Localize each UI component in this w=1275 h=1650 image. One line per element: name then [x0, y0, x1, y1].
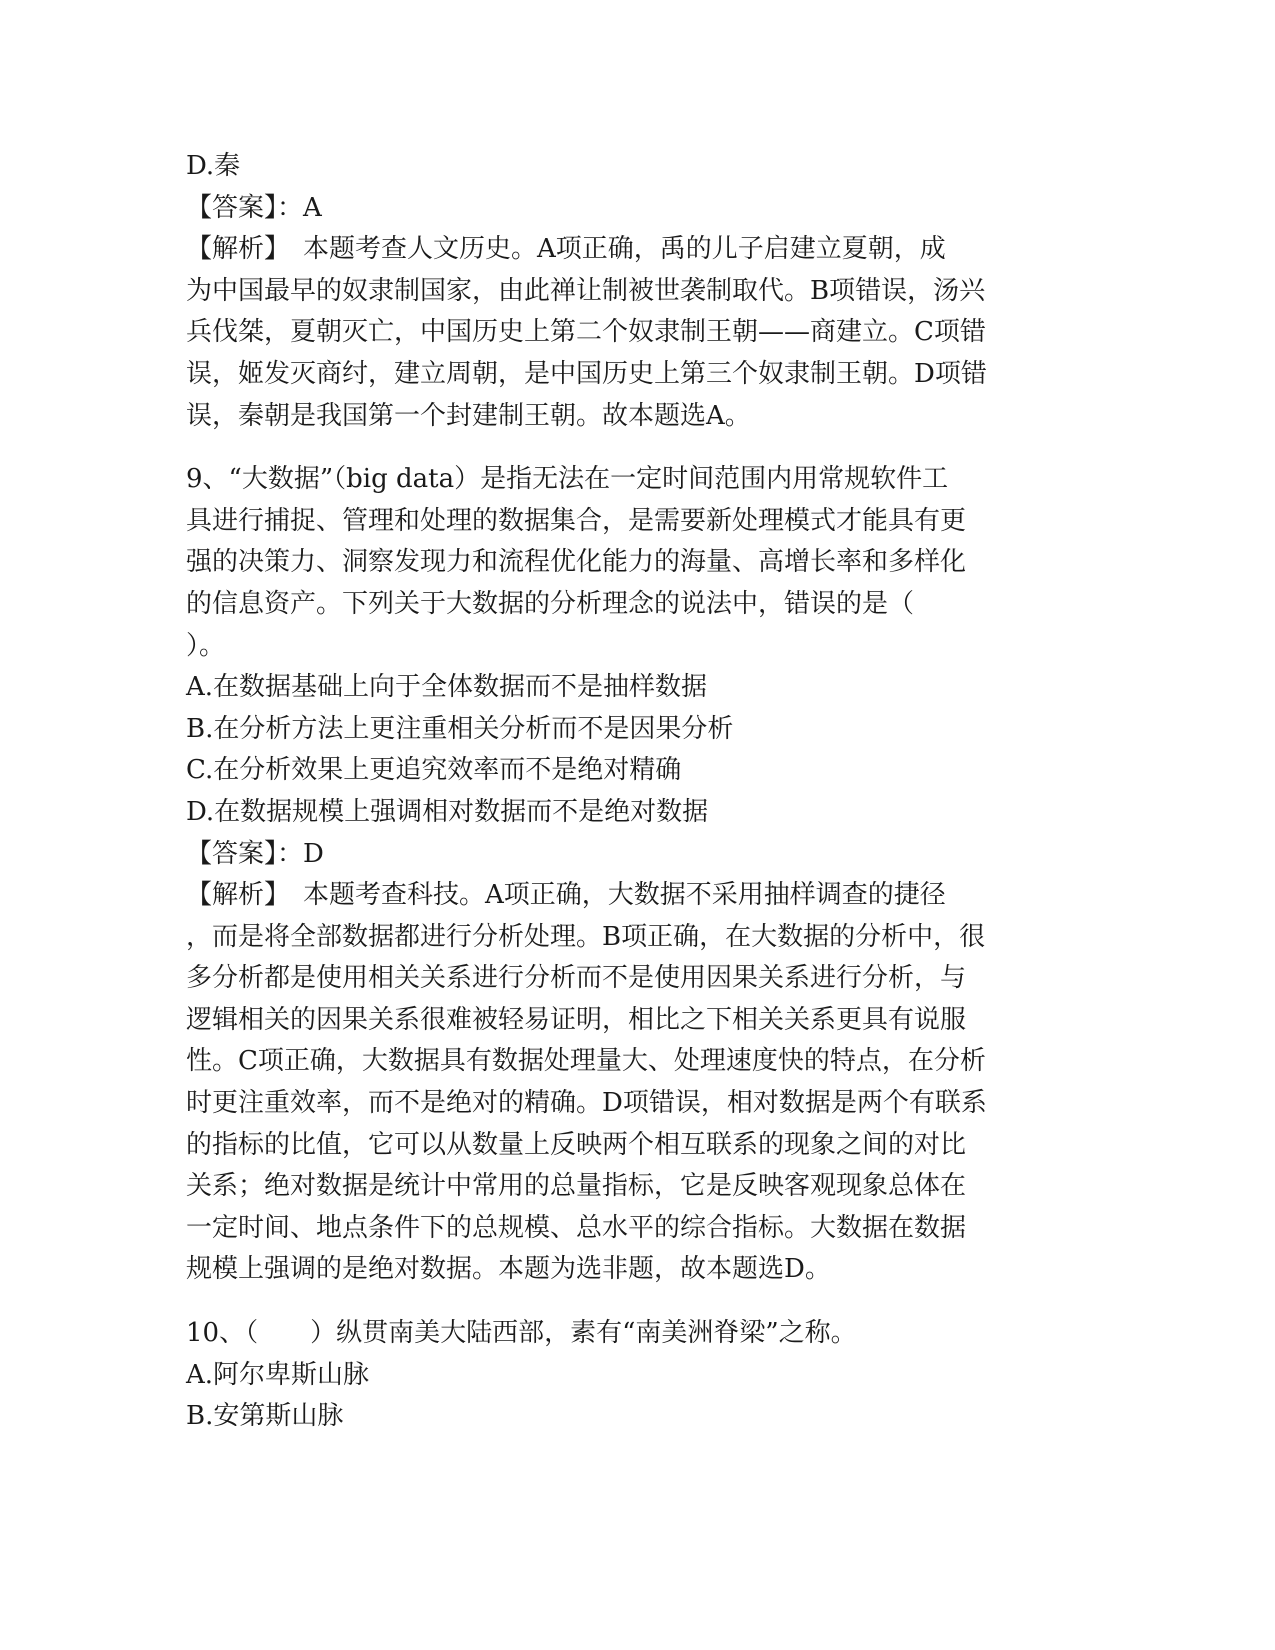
answer: 【答案】：A — [186, 192, 322, 223]
analysis-line: 性。C项正确，大数据具有数据处理量大、处理速度快的特点，在分析 — [186, 1046, 986, 1077]
analysis-line: 误，姬发灭商纣，建立周朝，是中国历史上第三个奴隶制王朝。D项错 — [186, 358, 987, 389]
document-page — [186, 146, 1086, 1438]
spacer — [186, 1291, 1086, 1313]
question-stem-line: 9、“大数据”（big data）是指无法在一定时间范围内用常规软件工 — [186, 464, 949, 495]
analysis-line: 规模上强调的是绝对数据。本题为选非题，故本题选D。 — [186, 1254, 831, 1285]
question-10 — [186, 1313, 1086, 1438]
option-a: A.阿尔卑斯山脉 — [186, 1359, 370, 1390]
analysis-line: 误，秦朝是我国第一个封建制王朝。故本题选A。 — [186, 400, 751, 431]
option-d: D.秦 — [186, 151, 241, 181]
option-b: B.在分析方法上更注重相关分析而不是因果分析 — [186, 713, 734, 744]
analysis-line: 【解析】 本题考查人文历史。A项正确，禹的儿子启建立夏朝，成 — [186, 234, 946, 265]
answer: 【答案】：D — [186, 838, 324, 869]
question-stem-line: 具进行捕捉、管理和处理的数据集合，是需要新处理模式才能具有更 — [186, 505, 967, 536]
analysis-line: 逻辑相关的因果关系很难被轻易证明，相比之下相关关系更具有说服 — [186, 1004, 967, 1035]
analysis-line: 时更注重效率，而不是绝对的精确。D项错误，相对数据是两个有联系 — [186, 1088, 987, 1119]
analysis-line: 关系；绝对数据是统计中常用的总量指标，它是反映客观现象总体在 — [186, 1171, 967, 1202]
question-8-tail — [186, 146, 1086, 437]
option-c: C.在分析效果上更追究效率而不是绝对精确 — [186, 755, 682, 786]
option-b: B.安第斯山脉 — [186, 1401, 344, 1432]
analysis-line: 的指标的比值，它可以从数量上反映两个相互联系的现象之间的对比 — [186, 1129, 967, 1160]
option-a: A.在数据基础上向于全体数据而不是抽样数据 — [186, 672, 708, 703]
analysis-line: 为中国最早的奴隶制国家，由此禅让制被世袭制取代。B项错误，汤兴 — [186, 275, 986, 306]
question-9 — [186, 459, 1086, 1291]
analysis-line: ，而是将全部数据都进行分析处理。B项正确，在大数据的分析中，很 — [186, 921, 986, 952]
question-stem-line: 10、（ ）纵贯南美大陆西部，素有“南美洲脊梁”之称。 — [186, 1318, 857, 1349]
analysis-line: 【解析】 本题考查科技。A项正确，大数据不采用抽样调查的捷径 — [186, 880, 946, 911]
analysis-line: 多分析都是使用相关关系进行分析而不是使用因果关系进行分析，与 — [186, 963, 967, 994]
spacer — [186, 437, 1086, 459]
analysis-line: 一定时间、地点条件下的总规模、总水平的综合指标。大数据在数据 — [186, 1212, 967, 1243]
question-stem-line: ）。 — [186, 630, 226, 661]
analysis-line: 兵伐桀，夏朝灭亡，中国历史上第二个奴隶制王朝——商建立。C项错 — [186, 317, 986, 348]
question-stem-line: 的信息资产。下列关于大数据的分析理念的说法中，错误的是（ — [186, 588, 915, 619]
option-d: D.在数据规模上强调相对数据而不是绝对数据 — [186, 796, 709, 827]
question-stem-line: 强的决策力、洞察发现力和流程优化能力的海量、高增长率和多样化 — [186, 547, 967, 578]
